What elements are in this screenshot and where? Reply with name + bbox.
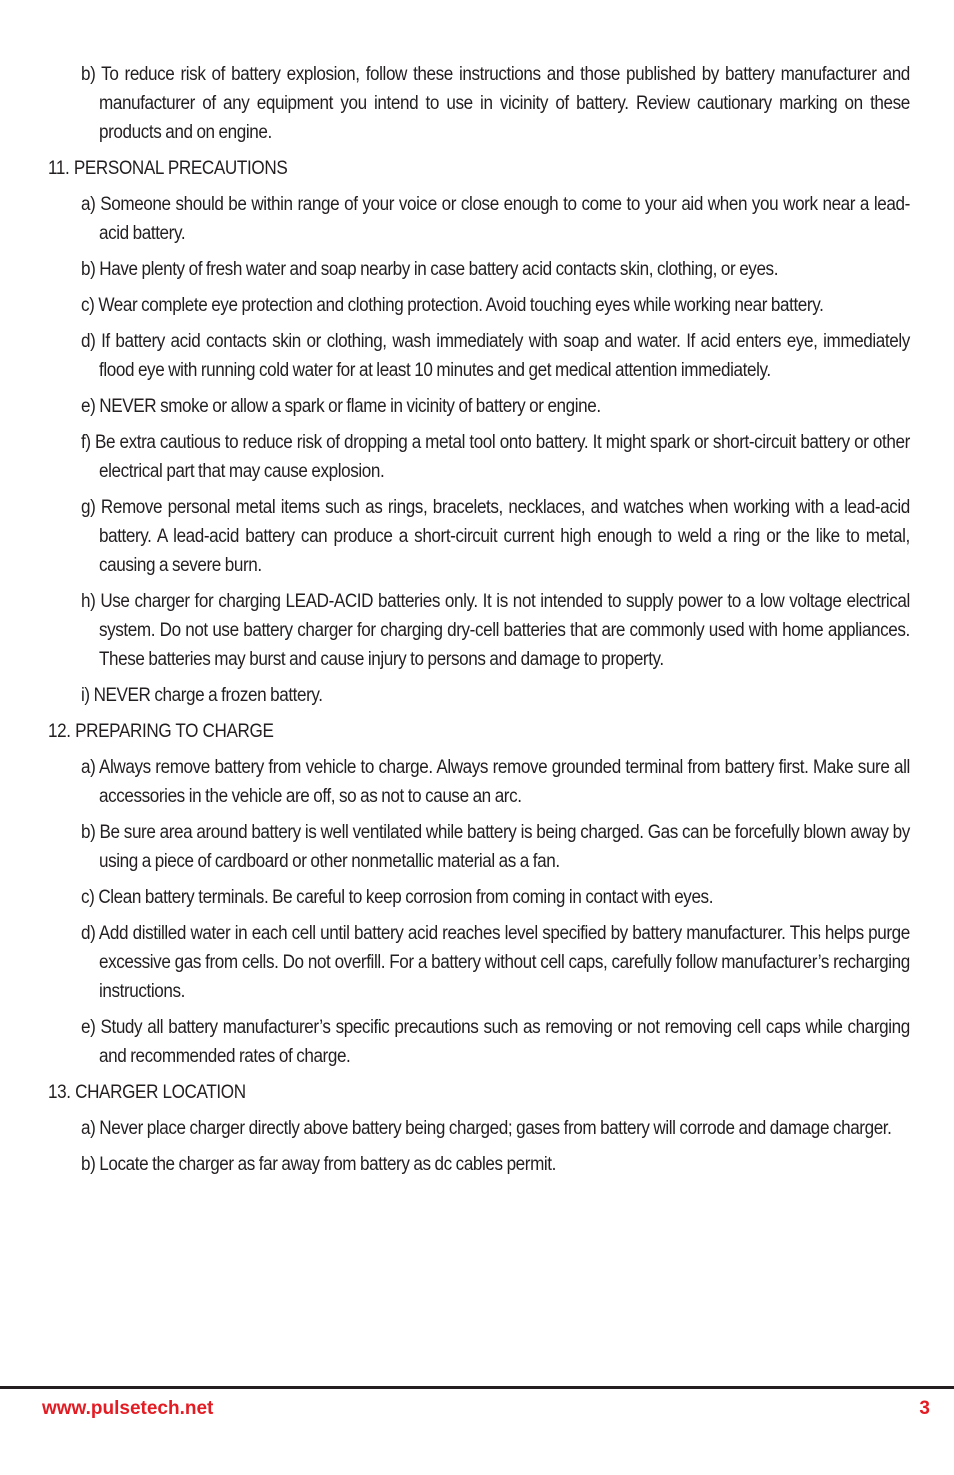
section-heading-personal-precautions: 11. PERSONAL PRECAUTIONS: [48, 158, 288, 179]
document-body: [0, 60, 954, 1186]
list-item: f) Be extra cautious to reduce risk of dropping a metal tool onto battery. It might spark or short-circuit battery or other electrical part that may cause explosion.: [81, 432, 910, 482]
footer-divider: [0, 1386, 954, 1389]
section-heading-charger-location: 13. CHARGER LOCATION: [48, 1082, 246, 1103]
list-item: d) Add distilled water in each cell until battery acid reaches level specified by battery manufacturer. This helps purge excessive gas from cells. Do not overfill. For a battery without cell caps, carefully follow manufacturer’s recharging instructions.: [81, 923, 910, 1002]
list-item: e) Study all battery manufacturer’s specific precautions such as removing or not removing cell caps while charging and recommended rates of charge.: [81, 1017, 910, 1067]
list-item: d) If battery acid contacts skin or clothing, wash immediately with soap and water. If acid enters eye, immediately flood eye with running cold water for at least 10 minutes and get medical attention immediately.: [81, 331, 910, 381]
list-item: a) Always remove battery from vehicle to charge. Always remove grounded terminal from battery first. Make sure all accessories in the vehicle are off, so as not to cause an arc.: [81, 757, 910, 807]
list-item: b) Locate the charger as far away from battery as dc cables permit.: [81, 1154, 557, 1175]
list-item: b) Be sure area around battery is well ventilated while battery is being charged. Gas can be forcefully blown away by using a piece of cardboard or other nonmetallic material as a fan.: [81, 822, 910, 872]
list-item: e) NEVER smoke or allow a spark or flame in vicinity of battery or engine.: [81, 396, 601, 417]
list-item: b) Have plenty of fresh water and soap nearby in case battery acid contacts skin, clothing, or eyes.: [81, 259, 779, 280]
list-item: c) Wear complete eye protection and clothing protection. Avoid touching eyes while working near battery.: [81, 295, 824, 316]
list-item: g) Remove personal metal items such as rings, bracelets, necklaces, and watches when working with a lead-acid battery. A lead-acid battery can produce a short-circuit current high enough to weld a ring or the like to metal, causing a severe burn.: [81, 497, 910, 576]
list-item: b) To reduce risk of battery explosion, follow these instructions and those published by battery manufacturer and manufacturer of any equipment you intend to use in vicinity of battery. Review cautionary marking on these products and on engine.: [81, 64, 910, 143]
section-heading-preparing-to-charge: 12. PREPARING TO CHARGE: [48, 721, 274, 742]
list-item: a) Someone should be within range of your voice or close enough to come to your aid when you work near a lead-acid battery.: [81, 194, 910, 244]
list-item: c) Clean battery terminals. Be careful to keep corrosion from coming in contact with eyes.: [81, 887, 714, 908]
list-item: a) Never place charger directly above battery being charged; gases from battery will corrode and damage charger.: [81, 1118, 892, 1139]
list-item: i) NEVER charge a frozen battery.: [81, 685, 323, 706]
page-number: 3: [919, 1398, 930, 1419]
footer-website-link[interactable]: www.pulsetech.net: [42, 1398, 214, 1419]
list-item: h) Use charger for charging LEAD-ACID batteries only. It is not intended to supply power to a low voltage electrical system. Do not use battery charger for charging dry-cell batteries that are commonly used with home appliances. These batteries may burst and cause injury to persons and damage to property.: [81, 591, 910, 670]
